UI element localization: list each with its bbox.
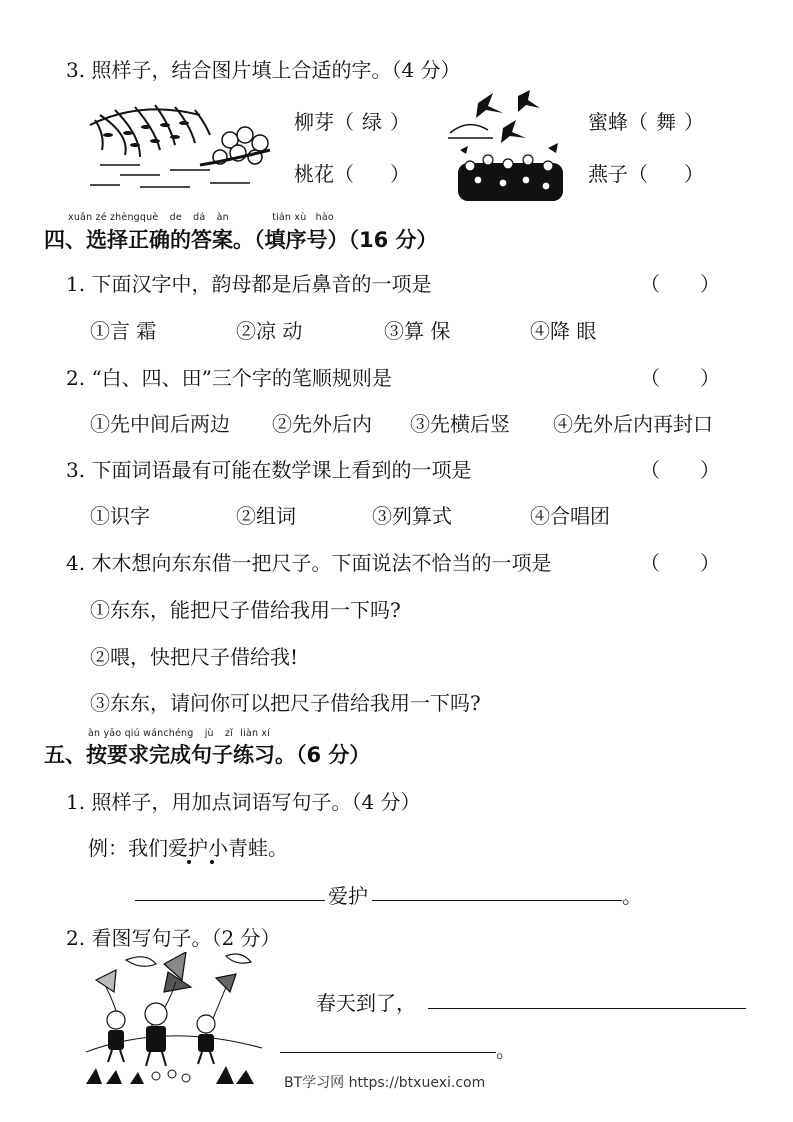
fill-liuya-answer: 绿 bbox=[362, 110, 382, 134]
section5-pinyin: àn yāo qiú wánchéng jù zǐ liàn xí bbox=[88, 728, 271, 739]
s4-q3-stem: 3. 下面词语最有可能在数学课上看到的一项是 bbox=[66, 458, 472, 482]
s5-q2-prompt: 春天到了， bbox=[316, 991, 416, 1015]
fill-liuya: 柳芽（ 绿 ） bbox=[294, 106, 410, 135]
fill-taohua[interactable]: 桃花（ ） bbox=[294, 162, 410, 186]
swallow-flower-picture bbox=[448, 88, 573, 206]
s5-q1-title: 1. 照样子，用加点词语写句子。（4 分） bbox=[66, 790, 421, 814]
s4-q3-answer-paren[interactable]: （ ） bbox=[640, 458, 720, 482]
s4-q4-option: ②喂，快把尺子借给我! bbox=[90, 645, 299, 669]
willow-picture bbox=[80, 95, 280, 195]
fill-mifeng-answer: 舞 bbox=[656, 110, 676, 134]
s4-q2-stem: 2. “白、四、田”三个字的笔顺规则是 bbox=[66, 366, 392, 390]
s4-q1-option: ④降 眼 bbox=[530, 319, 597, 343]
s4-q2-option: ①先中间后两边 bbox=[90, 412, 230, 436]
fill-yanzi[interactable]: 燕子（ ） bbox=[588, 162, 704, 186]
s4-q2-answer-paren[interactable]: （ ） bbox=[640, 366, 720, 390]
s4-q4-stem: 4. 木木想向东东借一把尺子。下面说法不恰当的一项是 bbox=[66, 551, 552, 575]
fill-mifeng: 蜜蜂（ 舞 ） bbox=[588, 106, 704, 135]
s4-q1-answer-paren[interactable]: （ ） bbox=[640, 272, 720, 296]
s5-q2-blank-1[interactable] bbox=[428, 1008, 746, 1009]
s5-q1-blank-1[interactable] bbox=[135, 900, 325, 901]
s5-q2-blank-2[interactable] bbox=[280, 1052, 496, 1053]
emphasis-dot bbox=[210, 860, 214, 864]
s4-q4-answer-paren[interactable]: （ ） bbox=[640, 551, 720, 575]
s4-q1-stem: 1. 下面汉字中，韵母都是后鼻音的一项是 bbox=[66, 272, 432, 296]
s4-q3-option: ①识字 bbox=[90, 504, 150, 528]
section4-pinyin: xuǎn zé zhèngquè de dá àn tián xù hào bbox=[68, 212, 334, 223]
section4-heading: 四、选择正确的答案。（填序号）（16 分） bbox=[44, 228, 438, 252]
s5-q1-word: 爱护 bbox=[328, 884, 368, 908]
s5-q2-title: 2. 看图写句子。（2 分） bbox=[66, 926, 281, 950]
s4-q2-option: ④先外后内再封口 bbox=[553, 412, 713, 436]
s4-q3-option: ②组词 bbox=[236, 504, 296, 528]
section5-heading: 五、按要求完成句子练习。（6 分） bbox=[44, 743, 371, 767]
s4-q4-option: ③东东，请问你可以把尺子借给我用一下吗? bbox=[90, 691, 481, 715]
s5-example: 例：我们爱护小青蛙。 bbox=[88, 836, 288, 860]
s4-q3-option: ④合唱团 bbox=[530, 504, 610, 528]
s4-q2-option: ②先外后内 bbox=[272, 412, 372, 436]
footer-watermark: BT学习网 https://btxuexi.com bbox=[284, 1075, 486, 1091]
s4-q3-option: ③列算式 bbox=[372, 504, 452, 528]
s5-q2-end: 。 bbox=[496, 1038, 516, 1062]
emphasis-dot bbox=[187, 860, 191, 864]
s4-q4-option: ①东东，能把尺子借给我用一下吗? bbox=[90, 598, 401, 622]
s4-q2-option: ③先横后竖 bbox=[410, 412, 510, 436]
s4-q1-option: ①言 霜 bbox=[90, 319, 157, 343]
kite-children-picture bbox=[86, 952, 262, 1084]
s4-q1-option: ③算 保 bbox=[384, 319, 451, 343]
s5-q1-end: 。 bbox=[622, 884, 642, 908]
s4-q1-option: ②凉 动 bbox=[236, 319, 303, 343]
question-3-title: 3. 照样子，结合图片填上合适的字。（4 分） bbox=[66, 58, 461, 82]
s5-q1-blank-2[interactable] bbox=[372, 900, 622, 901]
